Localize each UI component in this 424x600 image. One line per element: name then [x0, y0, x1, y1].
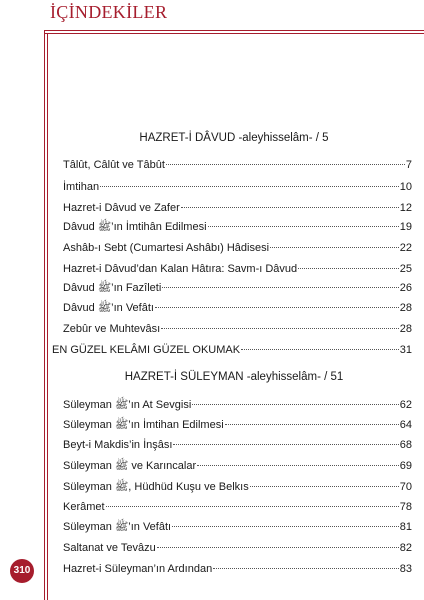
toc-entry-standalone[interactable]	[52, 343, 412, 357]
dot-leader	[157, 547, 399, 548]
toc-entry-page: 28	[399, 323, 412, 335]
toc-entry-title: Zebûr ve Muhtevâsı	[63, 323, 161, 335]
toc-entry-page: 70	[399, 481, 412, 493]
toc-entry-page: 83	[399, 563, 412, 575]
toc-entry[interactable]	[63, 418, 412, 432]
toc-entry[interactable]	[63, 201, 412, 215]
toc-entry[interactable]	[63, 562, 412, 576]
toc-entry[interactable]	[63, 500, 412, 514]
toc-entry[interactable]	[63, 438, 412, 452]
page-title: İÇİNDEKİLER	[50, 2, 168, 22]
dot-leader	[298, 268, 399, 269]
dot-leader	[250, 486, 399, 487]
toc-entry[interactable]	[63, 541, 412, 555]
toc-entry[interactable]	[63, 180, 412, 194]
toc-entry[interactable]	[63, 398, 412, 412]
toc-entry-title: Beyt-i Makdis’in İnşâsı	[63, 439, 173, 451]
toc-entry-page: 68	[399, 439, 412, 451]
dot-leader	[181, 207, 399, 208]
toc-entry-page: 7	[405, 159, 412, 171]
dot-leader	[161, 328, 399, 329]
dot-leader	[100, 186, 399, 187]
top-border-rule	[44, 30, 424, 31]
left-border-rule-inner	[47, 33, 48, 600]
toc-entry-title: Süleyman ﷺ’ın At Sevgisi	[63, 399, 192, 411]
toc-entry-page: 31	[399, 344, 412, 356]
dot-leader	[192, 404, 398, 405]
toc-entry-title: Dâvud ﷺ’ın Vefâtı	[63, 302, 154, 314]
toc-entry[interactable]	[63, 301, 412, 315]
dot-leader	[241, 349, 399, 350]
top-border-rule-inner	[44, 33, 424, 34]
toc-entry[interactable]	[63, 262, 412, 276]
dot-leader	[225, 424, 399, 425]
dot-leader	[270, 247, 399, 248]
toc-entry[interactable]	[63, 480, 412, 494]
toc-entry-page: 28	[399, 302, 412, 314]
dot-leader	[155, 307, 399, 308]
dot-leader	[166, 164, 405, 165]
toc-entry-title: Süleyman ﷺ, Hüdhüd Kuşu ve Belkıs	[63, 481, 249, 493]
toc-entry-title: EN GÜZEL KELÂMI GÜZEL OKUMAK	[52, 344, 241, 356]
toc-entry[interactable]	[63, 459, 412, 473]
toc-entry[interactable]	[63, 520, 412, 534]
page-number-badge: 310	[10, 559, 34, 583]
dot-leader	[197, 465, 399, 466]
toc-entry-page: 19	[399, 221, 412, 233]
toc-entry-title: Kerâmet	[63, 501, 105, 513]
toc-entry[interactable]	[63, 158, 412, 172]
toc-entry-page: 25	[399, 263, 412, 275]
toc-entry-page: 64	[399, 419, 412, 431]
dot-leader	[172, 526, 399, 527]
toc-entry-title: İmtihan	[63, 181, 100, 193]
toc-entry-page: 22	[399, 242, 412, 254]
toc-entry-title: Hazret-i Dâvud ve Zafer	[63, 202, 180, 214]
toc-entry-page: 69	[399, 460, 412, 472]
toc-entry-page: 62	[399, 399, 412, 411]
toc-entry-title: Hazret-i Dâvud’dan Kalan Hâtıra: Savm-ı Dâvud	[63, 263, 298, 275]
dot-leader	[213, 568, 399, 569]
toc-entry[interactable]	[63, 322, 412, 336]
dot-leader	[106, 506, 399, 507]
toc-entry[interactable]	[63, 281, 412, 295]
left-border-rule	[44, 30, 45, 600]
toc-entry-page: 81	[399, 521, 412, 533]
section-heading-suleyman: HAZRET-İ SÜLEYMAN -aleyhisselâm- / 51	[124, 371, 344, 383]
toc-entry-page: 78	[399, 501, 412, 513]
dot-leader	[162, 287, 398, 288]
toc-entry-title: Ashâb-ı Sebt (Cumartesi Ashâbı) Hâdisesi	[63, 242, 270, 254]
toc-entry[interactable]	[63, 220, 412, 234]
toc-entry-title: Süleyman ﷺ’ın İmtihan Edilmesi	[63, 419, 224, 431]
toc-entry-title: Saltanat ve Tevâzu	[63, 542, 156, 554]
toc-entry-page: 26	[399, 282, 412, 294]
toc-entry-title: Hazret-i Süleyman’ın Ardından	[63, 563, 213, 575]
section-heading-davud: HAZRET-İ DÂVUD -aleyhisselâm- / 5	[139, 132, 329, 144]
toc-entry[interactable]	[63, 241, 412, 255]
toc-entry-page: 10	[399, 181, 412, 193]
toc-entry-title: Tâlût, Câlût ve Tâbût	[63, 159, 165, 171]
toc-entry-page: 12	[399, 202, 412, 214]
toc-entry-title: Süleyman ﷺ’ın Vefâtı	[63, 521, 172, 533]
toc-entry-page: 82	[399, 542, 412, 554]
toc-entry-title: Süleyman ﷺ ve Karıncalar	[63, 460, 197, 472]
dot-leader	[173, 444, 398, 445]
dot-leader	[208, 226, 399, 227]
toc-entry-title: Dâvud ﷺ’ın İmtihân Edilmesi	[63, 221, 207, 233]
toc-entry-title: Dâvud ﷺ’ın Fazîleti	[63, 282, 162, 294]
